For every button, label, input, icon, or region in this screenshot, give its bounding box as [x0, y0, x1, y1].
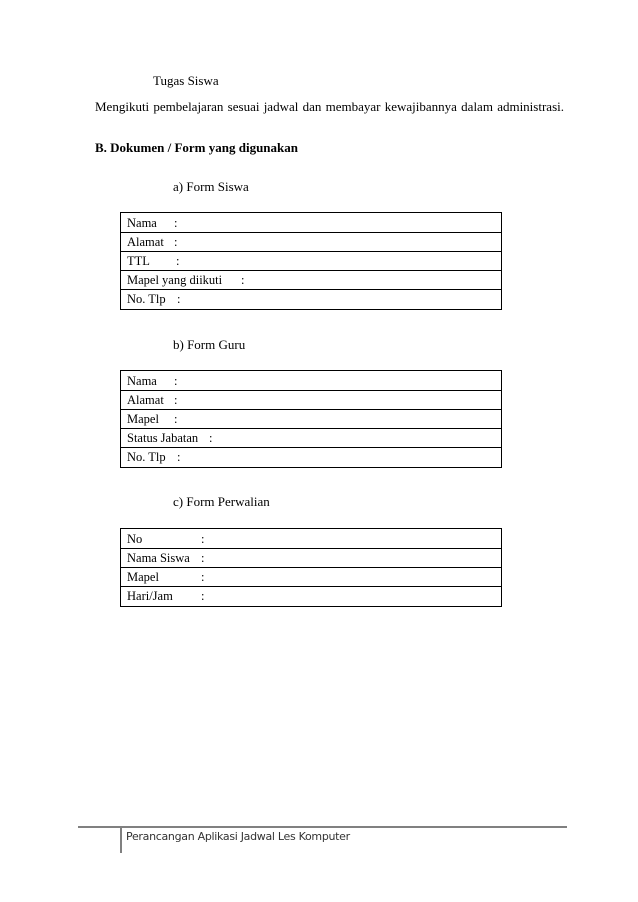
field-label: Nama Siswa [127, 551, 190, 565]
field-label: No [127, 532, 143, 546]
field-colon: : [241, 273, 245, 287]
footer-divider [120, 826, 122, 853]
role-description: Mengikuti pembelajaran sesuai jadwal dan membayar kewajibannya dalam administrasi. [95, 99, 564, 114]
form-siswa-row-alamat [121, 233, 501, 252]
form-siswa-title: a) Form Siswa [173, 179, 249, 194]
field-colon: : [174, 235, 178, 249]
field-label: Mapel [127, 570, 159, 584]
field-colon: : [201, 532, 205, 546]
form-guru-row-nama [121, 371, 501, 391]
field-label: Nama [127, 216, 157, 230]
form-perwalian-row-mapel [121, 568, 501, 587]
footer-title: Perancangan Aplikasi Jadwal Les Komputer [126, 830, 350, 843]
field-colon: : [201, 589, 205, 603]
field-colon: : [174, 412, 178, 426]
field-label: Mapel [127, 412, 159, 426]
field-colon: : [177, 292, 181, 306]
field-colon: : [177, 450, 181, 464]
field-colon: : [174, 374, 178, 388]
form-siswa-row-tlp [121, 290, 501, 309]
field-label: Alamat [127, 235, 164, 249]
form-perwalian-row-nama-siswa [121, 549, 501, 568]
field-label: Mapel yang diikuti [127, 273, 223, 287]
footer-rule [78, 826, 567, 828]
field-label: Status Jabatan [127, 431, 199, 445]
form-siswa-row-ttl [121, 252, 501, 271]
field-label: No. Tlp [127, 450, 166, 464]
form-guru-row-status-jabatan [121, 429, 501, 448]
form-perwalian-table [120, 528, 502, 607]
section-heading: B. Dokumen / Form yang digunakan [95, 140, 298, 155]
field-label: No. Tlp [127, 292, 166, 306]
field-colon: : [174, 393, 178, 407]
form-siswa-row-nama [121, 213, 501, 233]
field-colon: : [176, 254, 180, 268]
form-guru-title: b) Form Guru [173, 337, 246, 352]
field-label: TTL [127, 254, 150, 268]
form-siswa-row-mapel [121, 271, 501, 290]
field-colon: : [201, 570, 205, 584]
field-label: Nama [127, 374, 157, 388]
role-title: Tugas Siswa [153, 73, 219, 88]
form-perwalian-row-no [121, 529, 501, 549]
field-label: Hari/Jam [127, 589, 173, 603]
field-colon: : [201, 551, 205, 565]
form-perwalian-title: c) Form Perwalian [173, 494, 270, 509]
field-colon: : [174, 216, 178, 230]
field-colon: : [209, 431, 213, 445]
field-label: Alamat [127, 393, 164, 407]
form-guru-row-alamat [121, 391, 501, 410]
form-guru-table [120, 370, 502, 468]
form-guru-row-tlp [121, 448, 501, 467]
form-siswa-table [120, 212, 502, 310]
form-perwalian-row-hari-jam [121, 587, 501, 606]
form-guru-row-mapel [121, 410, 501, 429]
